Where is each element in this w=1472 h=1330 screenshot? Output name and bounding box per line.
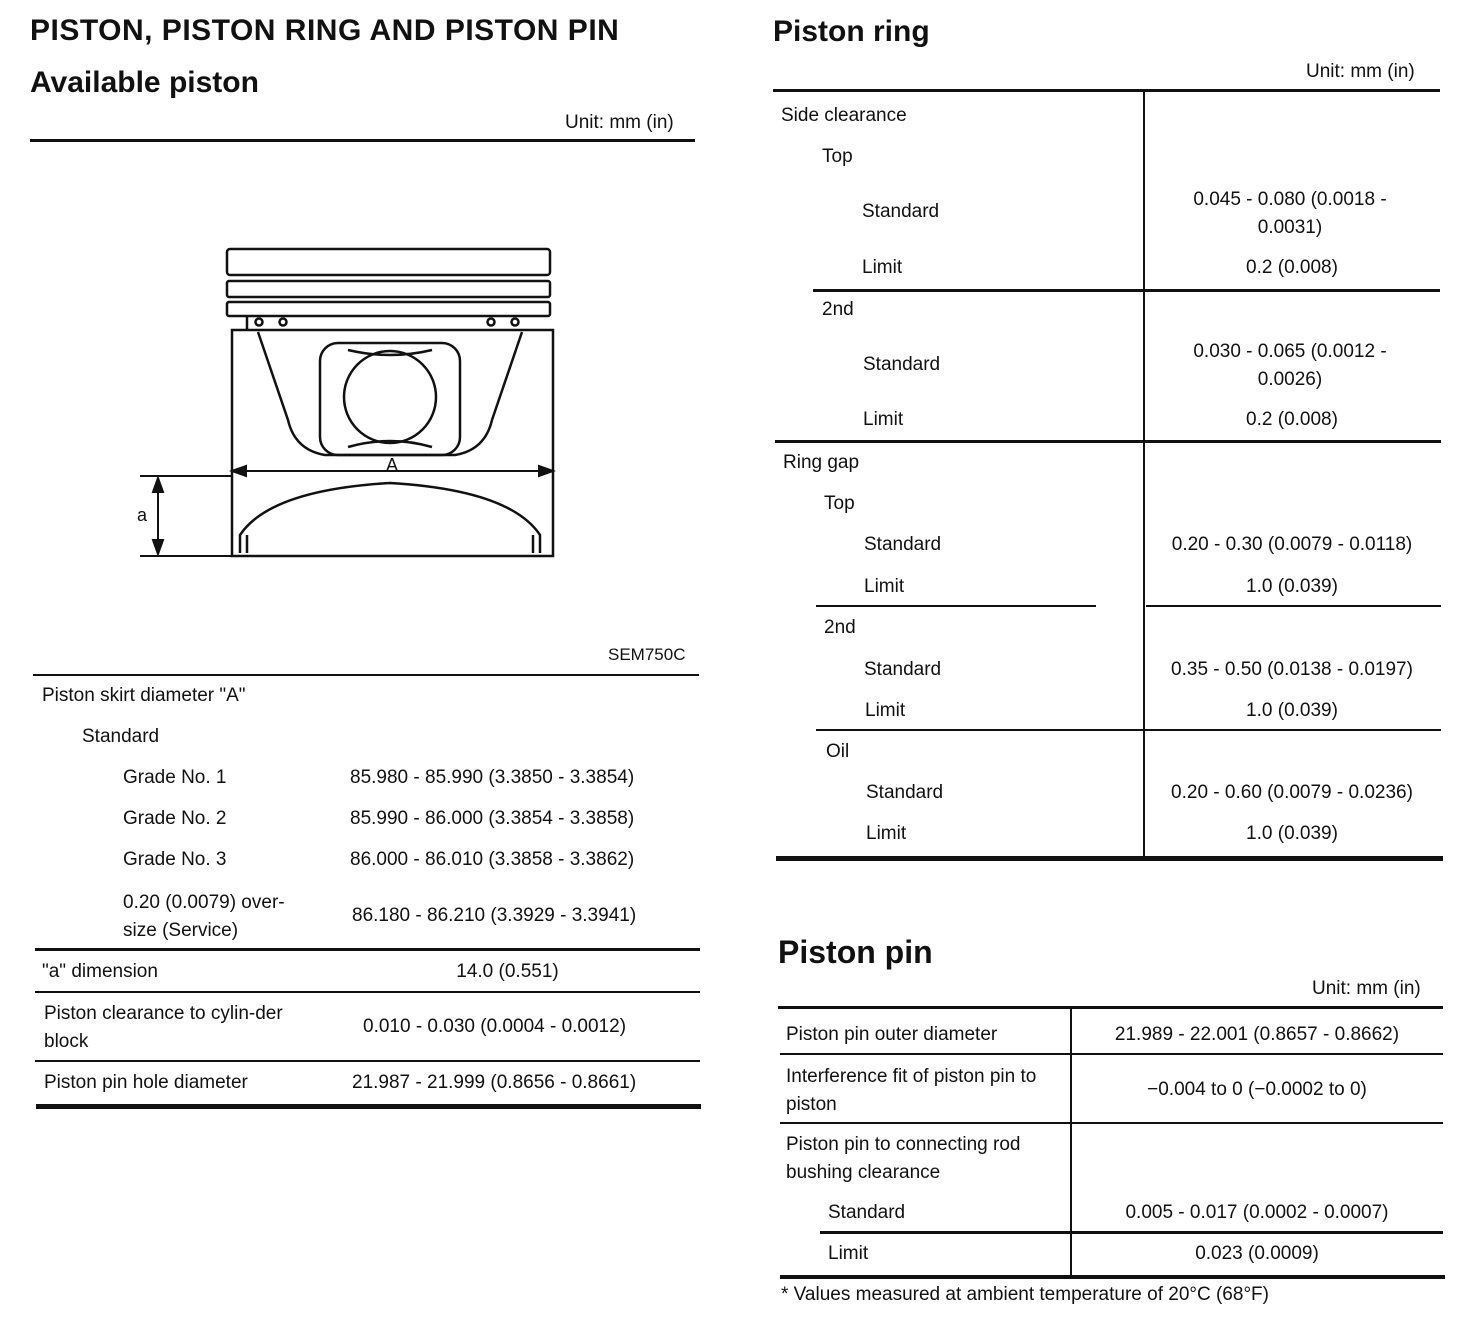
sc-2nd-limit-label: Limit: [863, 409, 904, 430]
rg-2nd-standard-label: Standard: [864, 659, 942, 680]
piston-ring-land-1: [227, 249, 550, 275]
available-piston-unit: Unit: mm (in): [565, 112, 674, 133]
bushing-standard-label: Standard: [828, 1202, 906, 1223]
rg-oil-standard-label: Standard: [866, 782, 944, 803]
sc-2nd-standard-value: 0.030 - 0.065 (0.0012 - 0.0026): [1193, 341, 1387, 390]
side-clearance-label: Side clearance: [781, 105, 907, 126]
grade2-value: 85.990 - 86.000 (3.3854 - 3.3858): [350, 808, 635, 829]
rg-2nd-limit-label: Limit: [865, 700, 906, 721]
pin-hole-value: 21.987 - 21.999 (0.8656 - 0.8661): [352, 1072, 637, 1093]
piston-ring-land-2: [227, 281, 550, 297]
rg-oil-standard-value: 0.20 - 0.60 (0.0079 - 0.0236): [1171, 782, 1413, 803]
sc-top-limit-value: 0.2 (0.008): [1246, 257, 1338, 278]
dimension-A-label: A: [385, 455, 399, 475]
skirt-standard-label: Standard: [82, 726, 160, 747]
rg-oil-limit-label: Limit: [866, 823, 907, 844]
ring-gap-label: Ring gap: [783, 452, 860, 473]
skirt-diameter-label: Piston skirt diameter "A": [42, 685, 246, 706]
oversize-value: 86.180 - 86.210 (3.3929 - 3.3941): [352, 905, 637, 926]
pin-hole-label: Piston pin hole diameter: [44, 1072, 248, 1093]
bushing-clearance-label: Piston pin to connecting rod bushing clearance: [786, 1134, 1021, 1183]
piston-pin-unit: Unit: mm (in): [1312, 978, 1421, 999]
figure-code: SEM750C: [608, 645, 686, 664]
piston-clearance-label: Piston clearance to cylin-der block: [44, 1003, 283, 1052]
piston-ring-unit: Unit: mm (in): [1306, 61, 1415, 82]
piston-ring-title: Piston ring: [773, 15, 930, 48]
sc-2nd-limit-value: 0.2 (0.008): [1246, 409, 1338, 430]
a-dimension-label: "a" dimension: [42, 961, 158, 982]
rg-2nd-limit-value: 1.0 (0.039): [1246, 700, 1338, 721]
oversize-label: 0.20 (0.0079) over-size (Service): [123, 892, 285, 941]
bushing-limit-label: Limit: [828, 1243, 869, 1264]
grade3-value: 86.000 - 86.010 (3.3858 - 3.3862): [350, 849, 635, 870]
bushing-limit-value: 0.023 (0.0009): [1195, 1243, 1319, 1264]
page-title: PISTON, PISTON RING AND PISTON PIN: [30, 14, 620, 47]
rg-top-limit-label: Limit: [864, 576, 905, 597]
piston-ring-land-3: [227, 302, 550, 316]
rg-2nd-standard-value: 0.35 - 0.50 (0.0138 - 0.0197): [1171, 659, 1413, 680]
grade1-label: Grade No. 1: [123, 767, 227, 788]
pin-outer-value: 21.989 - 22.001 (0.8657 - 0.8662): [1114, 1024, 1400, 1045]
interference-value: −0.004 to 0 (−0.0002 to 0): [1147, 1079, 1367, 1100]
pin-outer-label: Piston pin outer diameter: [786, 1024, 998, 1045]
sc-2nd-label: 2nd: [822, 299, 854, 320]
piston-clearance-value: 0.010 - 0.030 (0.0004 - 0.0012): [363, 1016, 627, 1037]
rg-top-label: Top: [824, 493, 855, 514]
grade1-value: 85.980 - 85.990 (3.3850 - 3.3854): [350, 767, 635, 788]
bushing-standard-value: 0.005 - 0.017 (0.0002 - 0.0007): [1125, 1202, 1389, 1223]
piston-skirt-curve: [240, 483, 540, 553]
rg-top-standard-value: 0.20 - 0.30 (0.0079 - 0.0118): [1171, 534, 1413, 555]
grade2-label: Grade No. 2: [123, 808, 227, 829]
rg-2nd-label: 2nd: [824, 617, 856, 638]
a-dimension-value: 14.0 (0.551): [456, 961, 559, 982]
piston-pin-bore: [344, 351, 436, 443]
interference-label: Interference fit of piston pin to piston: [786, 1066, 1037, 1115]
rg-oil-limit-value: 1.0 (0.039): [1246, 823, 1338, 844]
sc-top-limit-label: Limit: [862, 257, 903, 278]
section-rule: [30, 139, 695, 142]
available-piston-title: Available piston: [30, 66, 259, 99]
rg-oil-label: Oil: [826, 741, 850, 762]
sc-top-standard-value: 0.045 - 0.080 (0.0018 - 0.0031): [1193, 189, 1387, 238]
piston-diagram: [120, 235, 570, 575]
rg-top-standard-label: Standard: [864, 534, 942, 555]
sc-top-label: Top: [822, 146, 853, 167]
sc-2nd-standard-label: Standard: [863, 354, 941, 375]
sc-top-standard-label: Standard: [862, 201, 940, 222]
dimension-a-label: a: [136, 505, 148, 525]
rg-top-limit-value: 1.0 (0.039): [1246, 576, 1338, 597]
piston-pin-title: Piston pin: [778, 934, 933, 970]
footnote: * Values measured at ambient temperature of 20°C (68°F): [781, 1284, 1269, 1305]
grade3-label: Grade No. 3: [123, 849, 227, 870]
